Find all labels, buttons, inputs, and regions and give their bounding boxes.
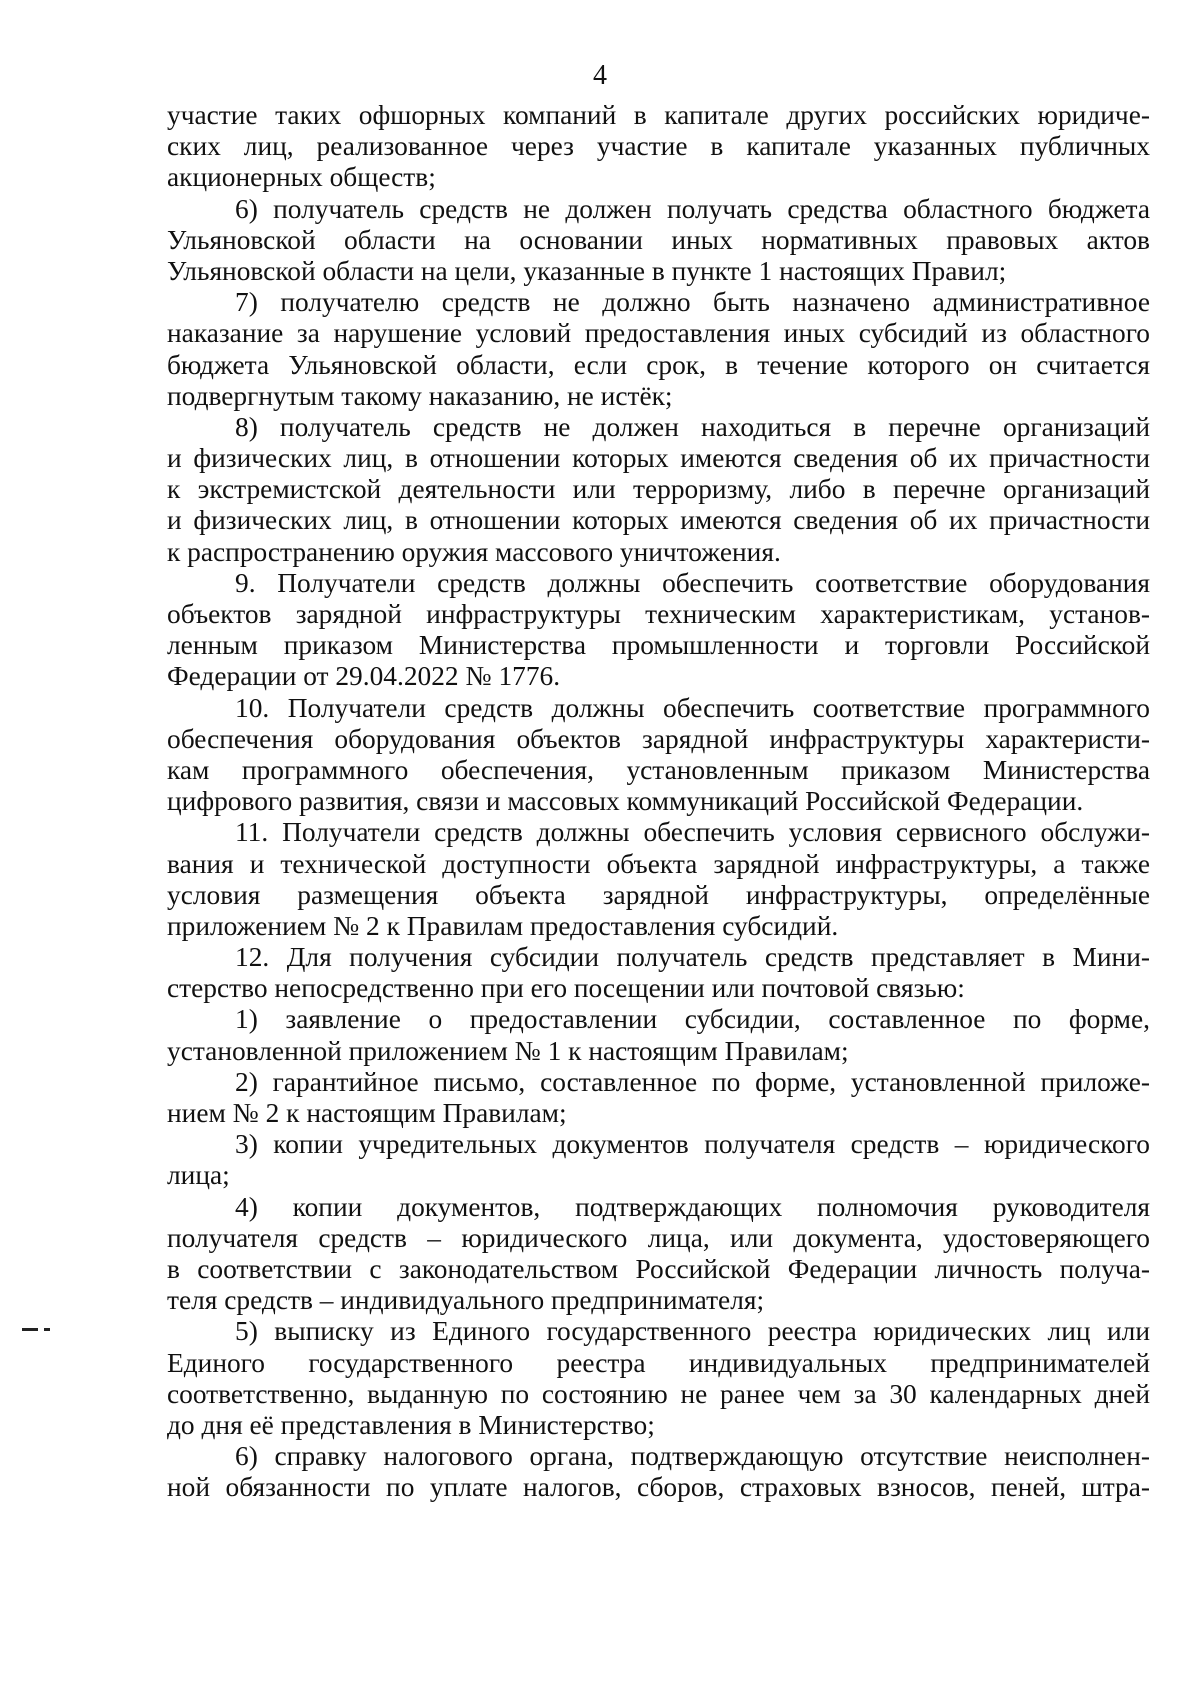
text-line: бюджета Ульяновской области, если срок, в течение которого он считается [167,349,1150,380]
text-line: 12. Для получения субсидии получатель средств представляет в Мини- [235,942,1150,973]
text-line: цифрового развития, связи и массовых коммуникаций Российской Федерации. [167,786,1084,817]
text-line: кам программного обеспечения, установленным приказом Министерства [167,754,1150,785]
text-line: подвергнутым такому наказанию, не истёк; [167,380,673,411]
paragraph-clause-10 [167,693,1150,818]
paragraph-clause-11 [167,817,1150,942]
paragraph-clause-9 [167,568,1150,693]
paragraph-clause-12-item-4 [167,1192,1150,1317]
text-line: объектов зарядной инфраструктуры техническим характеристикам, установ- [167,599,1150,629]
text-line: 6) справку налогового органа, подтверждающую отсутствие неисполнен- [235,1441,1150,1472]
scan-artifact-mark [22,1325,52,1333]
text-line: ленным приказом Министерства промышленности и торговли Российской [167,630,1150,661]
text-line: Ульяновской области на основании иных нормативных правовых актов [167,224,1150,255]
paragraph-item-6 [167,194,1150,288]
text-line: Федерации от 29.04.2022 № 1776. [167,661,561,692]
text-line: Ульяновской области на цели, указанные в пункте 1 настоящих Правил; [167,255,1007,286]
paragraph-clause-12 [167,942,1150,1004]
text-line: приложением № 2 к Правилам предоставления субсидий. [167,910,839,941]
text-line: ной обязанности по уплате налогов, сборов, страховых взносов, пеней, штра- [167,1472,1150,1503]
text-line: 3) копии учредительных документов получателя средств – юридического [235,1129,1150,1160]
paragraph-clause-12-item-1 [167,1004,1150,1066]
text-line: 9. Получатели средств должны обеспечить соответствие оборудования [235,567,1150,598]
text-line: 2) гарантийное письмо, составленное по форме, установленной приложе- [235,1066,1150,1097]
text-line: теля средств – индивидуального предпринимателя; [167,1285,765,1316]
text-line: участие таких офшорных компаний в капитале других российских юридиче- [167,100,1150,130]
text-line: стерство непосредственно при его посещении или почтовой связью: [167,973,965,1004]
paragraph-clause-12-item-2 [167,1067,1150,1129]
paragraph-clause-12-item-3 [167,1129,1150,1191]
text-line: и физических лиц, в отношении которых имеются сведения об их причастности [167,505,1150,536]
text-line: лица; [167,1160,230,1191]
paragraph-continuation [167,100,1150,194]
text-line: нием № 2 к настоящим Правилам; [167,1098,567,1128]
text-line: 7) получателю средств не должно быть назначено административное [235,287,1150,318]
text-line: обеспечения оборудования объектов зарядной инфраструктуры характеристи- [167,723,1150,754]
text-line: установленной приложением № 1 к настоящим Правилам; [167,1035,849,1066]
text-line: получателя средств – юридического лица, или документа, удостоверяющего [167,1222,1150,1253]
text-line: соответственно, выданную по состоянию не ранее чем за 30 календарных дней [167,1378,1150,1409]
paragraph-item-7 [167,287,1150,412]
text-line: к распространению оружия массового уничтожения. [167,536,781,567]
paragraph-item-8 [167,412,1150,568]
text-line: наказание за нарушение условий предоставления иных субсидий из областного [167,318,1150,349]
text-line: в соответствии с законодательством Российской Федерации личность получа- [167,1253,1150,1284]
text-line: 6) получатель средств не должен получать средства областного бюджета [235,193,1150,224]
text-line: до дня её представления в Министерство; [167,1409,655,1440]
text-line: 10. Получатели средств должны обеспечить соответствие программного [235,692,1150,723]
text-line: к экстремистской деятельности или терроризму, либо в перечне организаций [167,474,1150,505]
paragraph-clause-12-item-6 [167,1441,1150,1503]
text-line: 4) копии документов, подтверждающих полномочия руководителя [235,1191,1150,1222]
text-line: акционерных обществ; [167,162,436,193]
text-line: вания и технической доступности объекта зарядной инфраструктуры, а также [167,848,1150,879]
paragraph-clause-12-item-5 [167,1316,1150,1441]
text-line: Единого государственного реестра индивидуальных предпринимателей [167,1347,1150,1378]
page-number: 4 [593,60,607,91]
text-line: 11. Получатели средств должны обеспечить условия сервисного обслужи- [235,817,1150,848]
text-line: ских лиц, реализованное через участие в капитале указанных публичных [167,131,1150,162]
text-line: 8) получатель средств не должен находиться в перечне организаций [235,411,1150,442]
text-line: условия размещения объекта зарядной инфраструктуры, определённые [167,879,1150,910]
text-line: и физических лиц, в отношении которых имеются сведения об их причастности [167,443,1150,474]
text-line: 1) заявление о предоставлении субсидии, составленное по форме, [235,1004,1150,1035]
text-line: 5) выписку из Единого государственного реестра юридических лиц или [235,1316,1150,1347]
document-body [167,100,1150,1503]
